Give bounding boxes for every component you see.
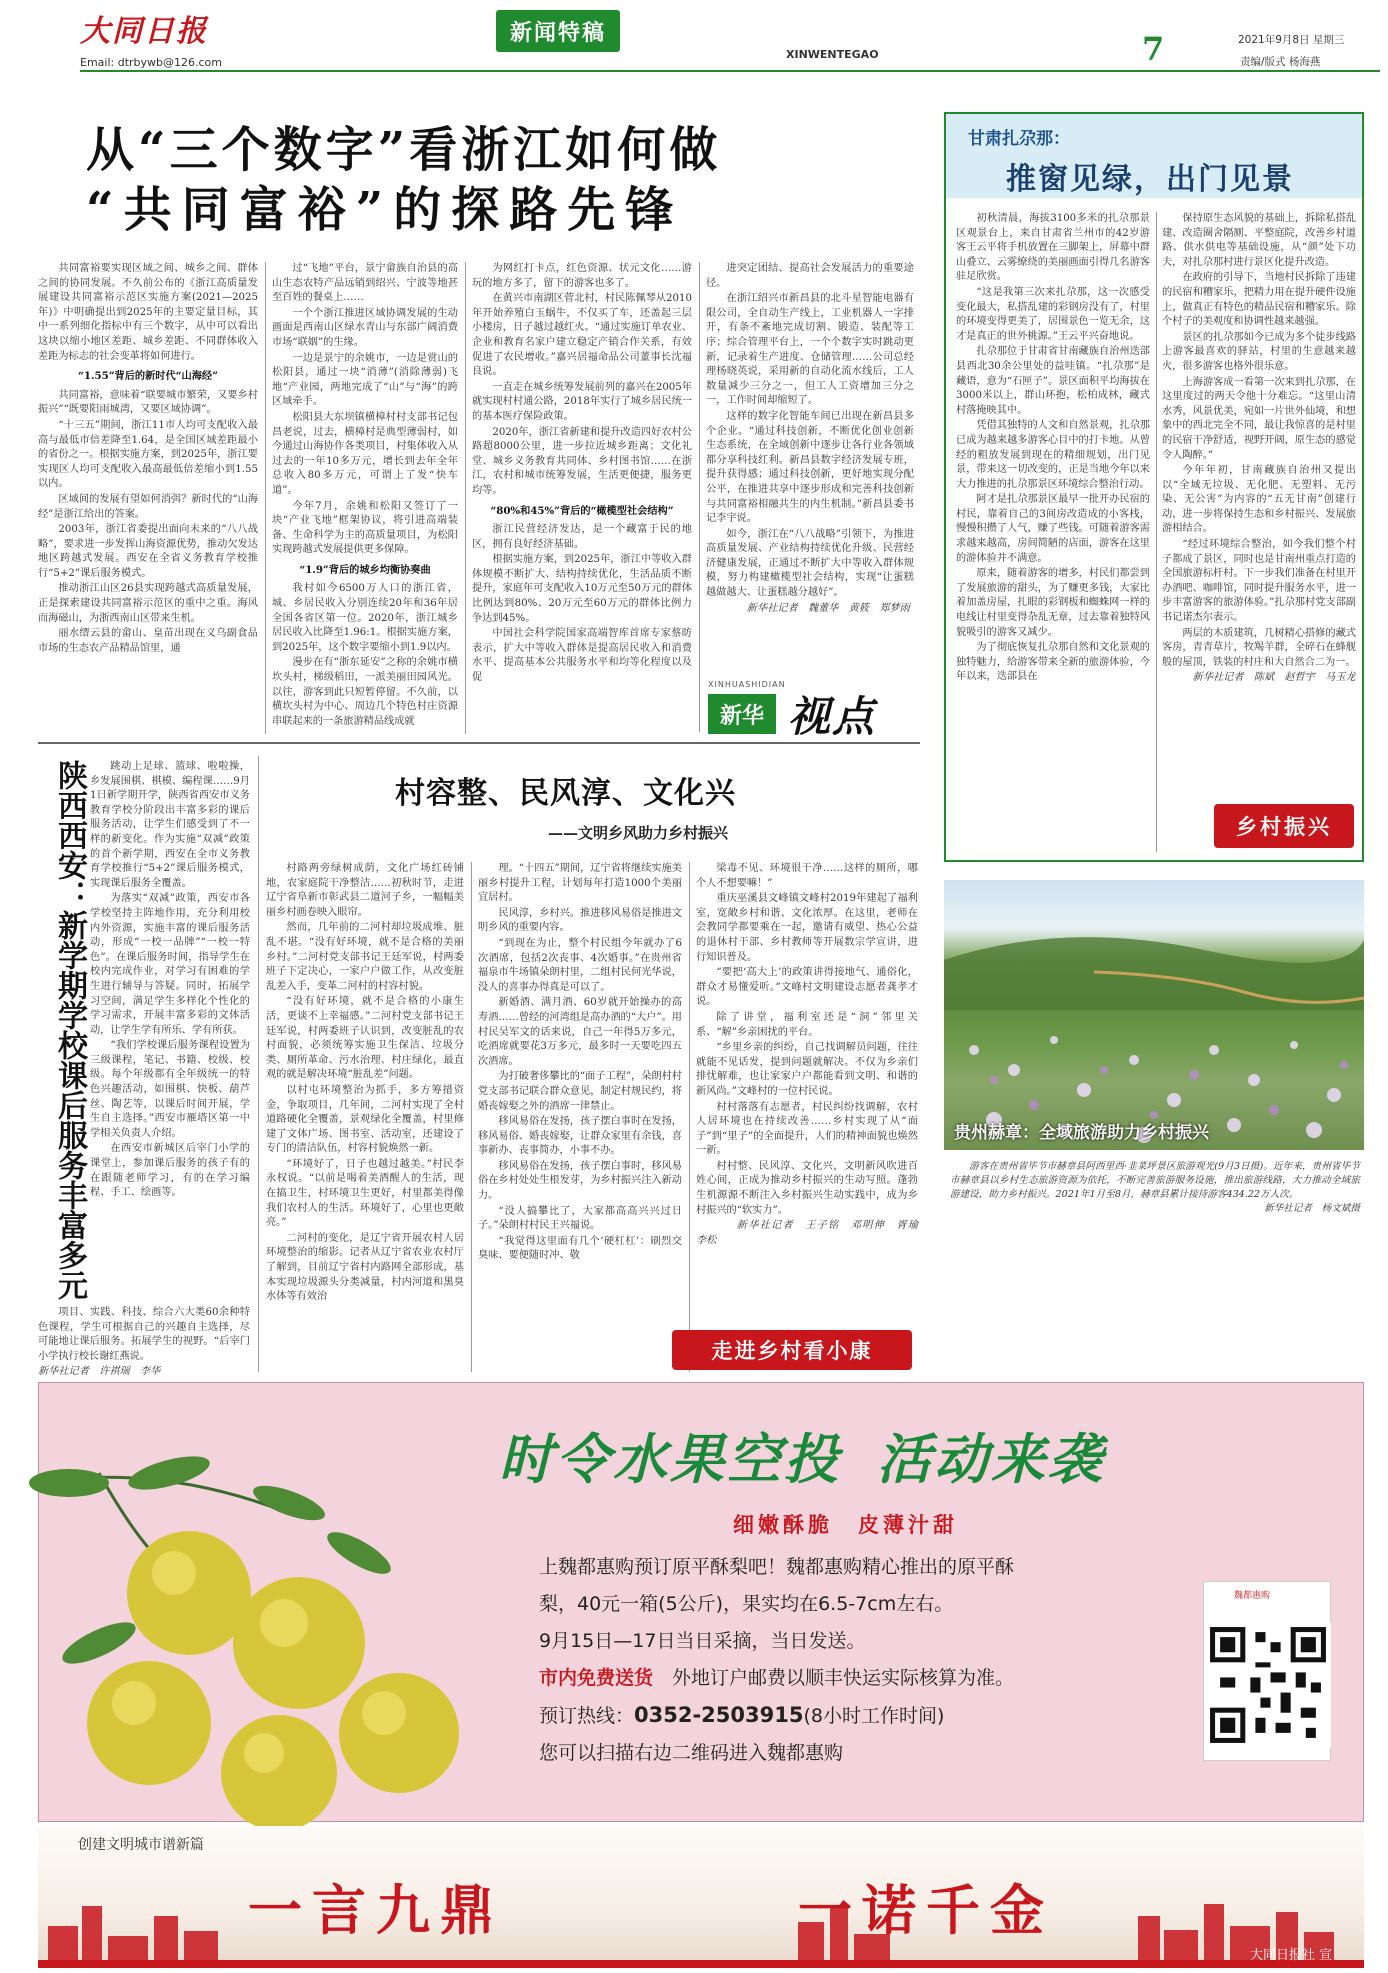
- masthead: [0, 0, 1388, 72]
- qr-pattern: [1205, 1622, 1331, 1748]
- ad-free-delivery: 市内免费送货: [539, 1667, 654, 1689]
- lead-title-line2: “共同富裕”的探路先锋: [86, 182, 684, 238]
- village-title: 村容整、民风淳、文化兴: [395, 776, 736, 811]
- pear-illustration: [39, 1443, 469, 1823]
- shaanxi-text: 跳动上足球、篮球、啦啦操，乡发展围棋、棋模、编程课……9月1日新学期开学，陕西省西安市义务教育学校分阶段出丰富多彩的课后服务活动，让学生们感受到了不一样的新变化。作为实施“双减”政策的首个新学期，西安在全市义务教育学校推行“5+2”课后服务模式，实现课后服务全覆盖。 为落实“双减”政策，西安市各学校坚持主阵地作用，充分利用校内外资源，实施丰富的课后服务活动，形成“一校一品牌”“一校一特色”。在课后服务时间，指导学生在校内完成作业，对学习有困难的学生进行辅导与答疑。同时，拓展学习空间，满足学生多样化个性化的学习需求，开展丰富多彩的文体活动，让学生学有所乐、学有所获。 “我们学校课后服务课程设置为三级课程，笔记、书籍、校级、校级。每个年级都有全年级统一的特色兴趣活动，如围棋、快板、葫芦丝、陶艺等，以课后时间开展，学生自主选择。”西安市雁塔区第一中学相关负责人介绍。 在西安市新城区后宰门小学的课堂上，参加课后服务的孩子有的在跟随老师学习，有的在学习编程、手工、绘画等。: [90, 761, 250, 1199]
- gansu-label: 甘肃扎尕那：: [968, 129, 1070, 149]
- city-skyline: [38, 1886, 1364, 1968]
- gansu-title-band: [946, 114, 1362, 198]
- banner-source: 大同日报社 宣: [1250, 1948, 1333, 1963]
- guizhou-photo: [944, 880, 1364, 1150]
- rural-revitalization-badge: 乡村振兴: [1214, 804, 1354, 848]
- xiaokang-badge: 走进乡村看小康: [672, 1330, 912, 1370]
- shaanxi-vertical-title: 陕西西安：新学期学校课后服务丰富多元: [52, 760, 87, 1300]
- village-col-2: 理。“十四五”期间，辽宁省将继续实施美丽乡村提升工程，计划每年打造1000个美丽宜居村。 民风淳，乡村兴。推进移风易俗是推进文明乡风的重要内容。 “到现在为止，整个村民组今年就办了6次酒席，包括2次丧事、4次婚事。”在贵州省福泉市牛场镇朵朗村里，二组村民何光华说，没人的喜事办得真是可以了。 新婚酒、满月酒、60岁就开始操办的高寿酒……曾经的河湾组是高办酒的“大户”。用村民吴军文的话来说，自己一年得5万多元，吃酒席就要花3万多元，最多时一天要吃四五次酒席。 为打破奢侈攀比的“面子工程”，朵朗村村党支部书记联合群众意见，制定村规民约，将婚丧嫁娶之外的酒席一律禁止。 移风易俗在发扬，孩子摆白事时在发扬，移风易俗、婚丧嫁娶，让群众家里有余钱，喜事新办、丧事简办，小事不办。 移风易俗在发扬，孩子摆白事时，移风易俗在乡村处处生根发芽，为乡村振兴注入新动力。 “没人搞攀比了，大家都高高兴兴过日子。”朵朗村村民王兴福说。 “我觉得这里面有几个‘硬杠杠’：刷烈交臭味、要便随时冲、敬: [478, 863, 682, 1262]
- xinhua-viewpoint-logo: XINHUASHIDIAN 新华 视点: [708, 680, 877, 741]
- guizhou-caption: 贵州赫章：全域旅游助力乡村振兴: [954, 1123, 1209, 1143]
- section-tab: [496, 10, 620, 52]
- guizhou-credit: 新华社记者 杨文斌摄: [1264, 1203, 1360, 1215]
- village-col-1: 村路两旁绿树成荫，文化广场红砖铺地，农家庭院干净整洁……初秋时节，走进辽宁省阜新市彰武县二道河子乡，一幅幅美丽乡村画卷映入眼帘。 然而，几年前的二河村却垃圾成堆、脏乱不堪。“没有好环境，就不是合格的美丽乡村。”二河村党支部书记王廷军说，村两委班子下定决心，一家户户做工作，从改变脏乱差入手，变革二河村的村容村貌。 “没有好环境，就不是合格的小康生活，更谈不上幸福感。”二河村党支部书记王廷军说，村两委班子认识到，改变脏乱的农村面貌，必须统筹实施卫生保洁、垃圾分类、厕所革命、污水治理、村庄绿化，最直观的就是解决环境“脏乱差”问题。 以村屯环境整治为抓手，多方筹措资金，争取项目，几年间，二河村实现了全村道路硬化全覆盖，景观绿化全覆盖，村里修建了文体广场、图书室、活动室，还建设了专门的清洁队伍，村容村貌焕然一新。 “环境好了，日子也越过越美。”村民李永权说。“以前是喝着美酒醒人的生活，现在搞卫生，村环境卫生更好，村里都美得像我们农村人的生活。环境好了，心里也更敞亮。” 二河村的变化，是辽宁省开展农村人居环境整治的缩影。记者从辽宁省农业农村厅了解到，目前辽宁省村内路网全部形成，基本实现垃圾源头分类减量，村内河道和黑臭水体等有效治: [266, 863, 464, 1303]
- email: Email: dtrbywb@126.com: [80, 56, 222, 69]
- gansu-col-1: 初秋清晨，海拔3100多米的扎尕那景区观景台上，来自甘肃省兰州市的42岁游客王云平将手机放置在三脚架上，屏幕中群山叠立、云雾缭绕的美丽画面引得几名游客驻足欣赏。 “这是我第三次来扎尕那，这一次感受变化最大，私搭乱建的彩钢房没有了，村里的环境变得更美了，居围景色一览无余，这才是真正的世外桃源。”王云平兴奋地说。 扎尕那位于甘肃省甘南藏族自治州迭部县西北30余公里处的益哇镇。“扎尕那”是藏语，意为“石匣子”。景区面积平均海拔在3000米以上，群山环抱，松柏成林，藏式村落掩映其中。 凭借其独特的人文和自然景观，扎尕那已成为越来越多游客心目中的打卡地。从曾经的粗放发展到现在的精细规划，出门见景，带来这一切改变的，正是当地今年以来大力推进的扎尕那景区环境综合整治行动。 阿才是扎尕那景区最早一批开办民宿的村民，靠着自己的3间房改造成的小客栈，慢慢积攒了人气，赚了些钱。可随着游客需求越来越高，房间简陋的店面，游客在这里的游体验并不满意。 原来，随着游客的增多，村民们都尝到了发展旅游的甜头，为了赚更多钱，大家比着加盖房屋，扎眼的彩钢板和蜘蛛网一样的电线让村里变得杂乱无章，过去靠着独特风貌吸引的游客又减少。 为了彻底恢复扎尕那自然和文化景观的独特魅力，给游客带来全新的旅游体验，今年以来，迭部县在: [956, 213, 1150, 683]
- fruit-ad: [38, 1382, 1364, 1822]
- ad-headline: 时令水果空投 活动来袭: [499, 1427, 1105, 1491]
- lead-col-4: 进突定团结、提高社会发展活力的重要途径。 在浙江绍兴市新昌县的北斗星智能电器有限公司，全自动生产线上，工业机器人一字排开，有条不紊地完成切割、锻造、装配等工序；综合管理平台上，一个个数字实时跳动更新，记录着生产进度、仓储管理……公司总经理杨晓英说，采用新的自动化流水线后，工人数量减少三分之一，但工人工资增加三分之一，工作时间却缩短了。 这样的数字化智能车间已出现在新昌县多个企业。“通过科技创新，不断优化创业创新生态系统，在全域创新中逐步让各行业各领域都分享科技红利。新昌县数字经济发展专班，提升获得感；通过科技创新，更好地实现分配公平，在推进共享中逐步形成和完善科技创新与共同富裕相融共生的内生机制。”新昌县委书记李宇说。 如今，浙江在“八八战略”引领下，为推进高质量发展、产业结构持续优化升级、民营经济健康发展，正通过不断扩大中等收入群体规模，努力构建橄榄型社会结构，实现“让蛋糕越做越大、让蛋糕越分越好”。 新华社记者 魏董华 黄筱 郑梦雨: [706, 262, 914, 648]
- banner-right-phrase: 一诺千金: [798, 1878, 1054, 1942]
- flower-field-illustration: [944, 880, 1364, 1150]
- gansu-box: [944, 112, 1364, 862]
- village-col-3: 梁毒不见、环境很干净……这样的厕所，哪个人不想要嘛！” 重庆巫溪县文峰镇文峰村2019年建起了福利室，宽敞乡村和谐、文化浓厚。在这里，老师在会教同学都要乘在一起，邀请有威望、热心公益的退休村干部、乡村教师等开展数宗学宣讲，进行知识普及。 “要把‘高大上’的政策讲得接地气、通俗化，群众才易懂爱听。”文峰村文明建设志愿者龚孝才说。 除了讲堂，福利室还是“洞”邻里关系、“解”乡亲困扰的平台。 “乡里乡亲的纠纷，自己找调解员问题，往往就能不见话发，提到问题就解决。不仅为乡亲们排忧解难，也让家家户户都能看到文明、和谐的新风尚。”文峰村的一位村民说。 村村落落有志愿者，村民纠纷找调解，农村人居环境也在持续改善……乡村实现了从“面子”到“里子”的全面提升，人们的精神面貌也焕然一新。 村村整、民风淳、文化兴，文明新风吹进百姓心间，正成为推动乡村振兴的生动写照。蓬勃生机源源不断注入乡村振兴生动实践中，成为乡村振兴的“软实力”。 新华社记者 王子铭 邓明伸 胥瑜 李松: [696, 862, 918, 1302]
- village-subtitle: ——文明乡风助力乡村振兴: [548, 824, 729, 842]
- shaanxi-text-bottom: 项目、实践、科技、综合六大类60余种特色课程，学生可根据自己的兴趣自主选择，尽可能地让课后服务。拓展学生的视野。“后宰门小学执行校长谢红燕说。 新华社记者 许祺瑞 李华: [38, 1306, 250, 1372]
- shaanxi-byline: 新华社记者 许祺瑞 李华: [38, 1366, 161, 1378]
- lead-title: [86, 120, 846, 240]
- ad-body: 上魏都惠购预订原平酥梨吧！魏都惠购精心推出的原平酥 梨，40元一箱(5公斤)，果实均在6.5-7cm左右。 9月15日—17日当日采摘，当日发送。 市内免费送货 外地订户邮费以顺丰快运实际核算为准。 预订热线：0352-2503915(8小时工作时间) 您可以扫描右边二维码进入魏都惠购: [539, 1556, 1015, 1764]
- page-number: 7: [1142, 30, 1165, 68]
- lead-title-line1: 从“三个数字”看浙江如何做: [86, 122, 722, 178]
- newspaper-logo: 大同日报: [80, 14, 208, 49]
- ad-subheadline: 细嫩酥脆 皮薄汁甜: [733, 1512, 958, 1537]
- banner-left-phrase: 一言九鼎: [248, 1878, 504, 1942]
- section-title: 新闻特稿: [509, 19, 606, 46]
- lead-col-3: 为网红打卡点，红色资源、状元文化……游玩的地方多了，留下的游客也多了。 在黄兴市南湖区菅北村，村民陈佩琴从2010年开始养殖白玉蜗牛，不仅买了车，还盖起三层小楼房，日子越过越红火。“通过实施订单农业、企业和教育名家户建立稳定产销合作关系，有效促进了农民增收。”嘉兴居福命品公司董事长沈福良说。 一直走在城乡统筹发展前列的嘉兴在2005年就实现村村通公路，2018年实行了城乡居民统一的基本医疗保险政策。 2020年，浙江省新建和提升改造四好农村公路超8000公里，进一步拉近城乡距离；文化礼堂、城乡义务教育共同体、乡村图书馆……在浙江，农村和城市统筹发展，生活更便捷，服务更均等。 “80%和45%”背后的“橄榄型社会结构” 浙江民营经济发达，是一个藏富于民的地区，拥有良好经济基础。 根据实施方案，到2025年，浙江中等收入群体规模不断扩大、结构持续优化，生活品质不断提升，家庭年可支配收入10万元至50万元的群体比例达到80%、20万元至60万元的群体比例力争达到45%。 中国社会科学院国家高端智库首席专家蔡昉表示，扩大中等收入群体是提高居民收入和消费水平、提高基本公共服务水平和均等化程度以及促: [472, 263, 692, 684]
- lead-byline: 新华社记者 魏董华 黄筱 郑梦雨: [746, 602, 910, 614]
- guizhou-description: 游客在贵州省毕节市赫章县阿西里西·韭菜坪景区旅游观光(9月3日摄)。近年来，贵州省毕节市赫章县以乡村生态旅游资源为依托，不断完善旅游服务设施，推出旅游线路，大力推动全域旅游建设，助力乡村振兴。2021年1月至8月，赫章县累计接待游客434.22万人次。 新华社记者 杨文斌摄: [950, 1161, 1360, 1215]
- qr-code[interactable]: 魏都惠购: [1203, 1581, 1331, 1761]
- civilization-banner: [38, 1826, 1364, 1968]
- gansu-col-2: 保持原生态风貌的基础上，拆除私搭乱建、改造圈舍隔厕、平整庭院，改善乡村道路、供水供电等基础设施，从“颜”处下功夫，对扎尕那村进行景区化提升改造。 在政府的引导下，当地村民拆除了违建的民宿和糟家乐，把精力用在提升硬件设施上，做真正有特色的精品民宿和糟家乐。除个村子的美观度和协调性越来越强。 景区的扎尕那如今已成为多个徒步线路上游客最喜欢的驿站，村里的生意越来越火，很多游客也格外很乐意。 上海游客成一看第一次来到扎尕那，在这里度过的两天令他十分难忘。“这里山清水秀，风景优美，宛如一片世外仙境，和想象中的西北完全不同，最让我惊喜的是村里的民宿干净舒适，视野开阔，原生态的感觉令人陶醉。” 今年年初，甘南藏族自治州又提出以“全域无垃圾、无化肥、无塑料、无污染、无公害”为内容的“五无甘南”创建行动，进一步将保持生态和乡村振兴、发展旅游相结合。 “经过环境综合整治，如今我们整个村子都成了景区，同时也是甘南州重点打造的全国旅游标杆村。下一步我们准备在村里开办酒吧、咖啡馆，同时提升服务水平，进一步丰富游客的旅游体验。”扎尕那村党支部副书记诺杰尔表示。 两层的木质建筑，几树精心搭修的藏式客房，青青草片，牧羯羊群，全碎石在蜂舰般的屋顶，铁装的村庄和大自然合二为一。 新华社记者 陈斌 赵哲宇 马玉龙: [1162, 212, 1356, 750]
- lead-subhead-1: “1.55”背后的新时代“山海经”: [78, 370, 218, 383]
- lead-subhead-3: “80%和45%”背后的“橄榄型社会结构”: [490, 504, 674, 517]
- lead-subhead-2: “1.9”背后的城乡均衡协奏曲: [299, 563, 431, 576]
- lead-col-1: 共同富裕要实现区域之间、城乡之间、群体之间的协同发展。不久前公布的《浙江高质量发展建设共同富裕示范区实施方案(2021—2025年)》中明确提出到2025年的主要定量目标，其中一系列细化指标中有三个数字，从中可以看出这块以缩小地区差距、城乡差距、不同群体收入差距为标志的社会变革将如何进行。 “1.55”背后的新时代“山海经” 共同富裕，意味着“联要城市繁荣，又要乡村振兴”“既要阳雨城湾，又要区域协调”。 “十三五”期间，浙江11市人均可支配收入最高与最低市倍差降至1.64，是全国区域差距最小的省份之一。根据实施方案，到2025年，浙江要实现区人均可支配收入最高最低倍差缩小到1.55以内。 区域间的发展有望如何消弭？新时代的“山海经”是浙江给出的答案。 2003年，浙江省委提出面向未来的“八八战略”，要求进一步发挥山海资源优势，推动欠发达地区跨越式发展。西安在全省义务教育学校推行“5+2”课后服务模式。 推动浙江山区26县实现跨越式高质量发展，正是探索建设共同富裕示范区的重中之重。海风而海磁山，为浙西南山区带来生机。 丽水缙云县的畲山、皇苗出现在义乌副食品市场的生态农产品精品馆里，通: [38, 263, 258, 654]
- lead-col-2: 过“飞地”平台，景宁畲族自治县的高山生态农特产品远销到绍兴、宁波等地甚至百姓的餐桌上…… 一个个浙江推进区域协调发展的生动画面是西南山区绿水青山与东部广阔消费市场“联姻”的生缘。 一边是景宁的余姚市，一边是赏山的松阳县，通过一块“消薄”(消除薄弱)飞地“产业园，两地完成了“山”与“海”的跨区域牵手。 松阳县大东坝镇横樟村村支部书记包昌老说，过去，横樟村是典型薄弱村，如今通过山海协作各类项目，村集体收入从过去的一年10多万元，增长到去年全年总收入80多万元，可谓上了发“快车道”。 今年7月，余姚和松阳又签订了一块“产业飞地”框架协议，将引进高端装备、生命科学为主的高质量项目，为松阳实现跨越式发展提供更多保障。 “1.9”背后的城乡均衡协奏曲 我村如今6500万人口的浙江省，城、乡居民收入分别连续20年和36年居全国各省区第一位。2020年，浙江城乡居民收入比降至1.96:1。根据实施方案，到2025年，这个数字要缩小到1.9以内。 漫步在有“浙东延安”之称的余姚市横坎头村，梯级稻田，一派美丽田园风光。以往，游客到此只短暂停留。不久前，以横坎头村为中心、周边几个特色村庄资源串联起来的一条旅游精品线成就: [272, 263, 458, 727]
- village-byline: 新华社记者 王子铭 邓明伸 胥瑜 李松: [696, 1220, 929, 1246]
- banner-small-title: 创建文明城市谱新篇: [78, 1837, 204, 1853]
- editor: 责编/版式 杨海燕: [1240, 56, 1321, 68]
- date: 2021年9月8日 星期三: [1238, 34, 1345, 46]
- gansu-title: 推窗见绿，出门见景: [1006, 162, 1294, 197]
- gansu-byline: 新华社记者 陈斌 赵哲宇 马玉龙: [1192, 672, 1356, 684]
- section-pinyin: XINWENTEGAO: [786, 48, 879, 61]
- ad-hotline: 0352-2503915: [634, 1703, 804, 1727]
